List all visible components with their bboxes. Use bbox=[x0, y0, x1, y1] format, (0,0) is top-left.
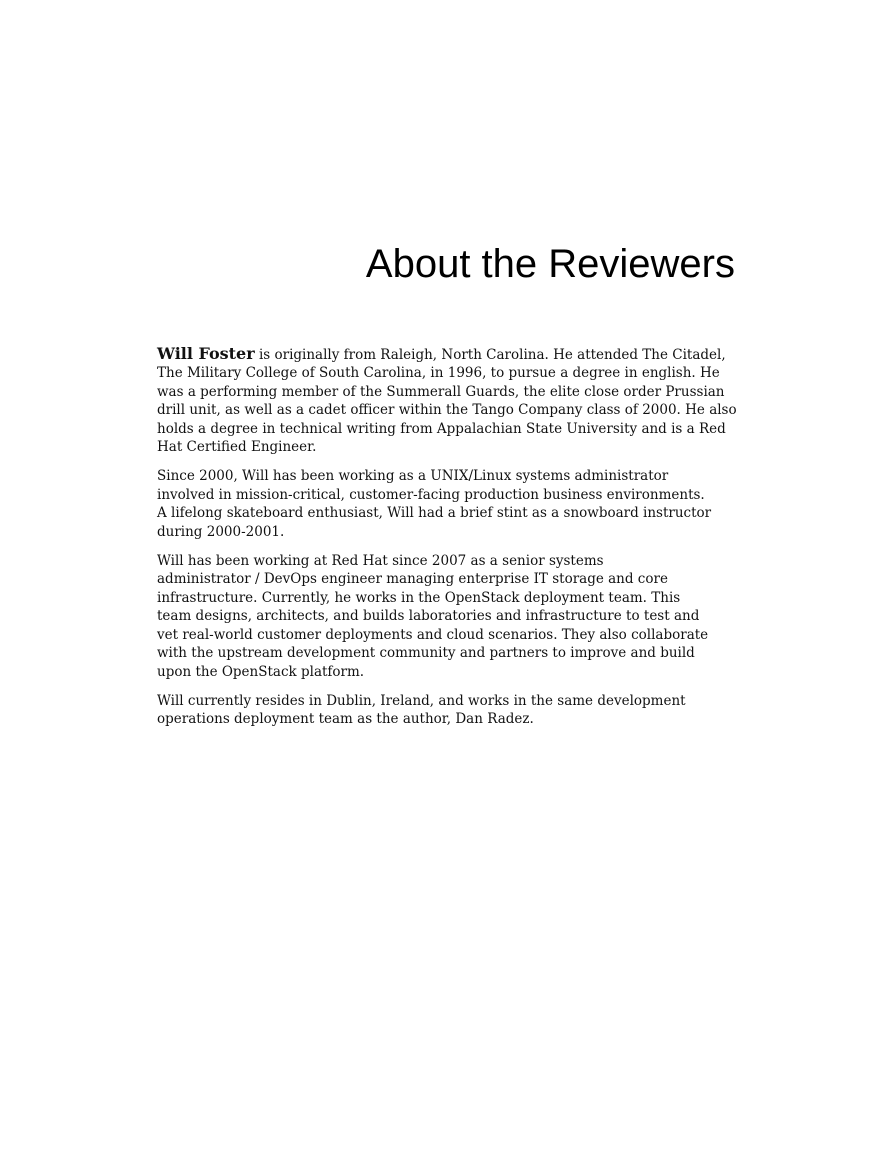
reviewer-name: Will Foster bbox=[157, 344, 255, 363]
bio-line: Will currently resides in Dublin, Ireland, and works in the same development bbox=[157, 692, 686, 709]
bio-line: upon the OpenStack platform. bbox=[157, 663, 365, 680]
bio-line: Will has been working at Red Hat since 2007 as a senior systems bbox=[157, 553, 604, 570]
page-title: About the Reviewers bbox=[365, 242, 735, 286]
bio-line: administrator / DevOps engineer managing enterprise IT storage and core bbox=[157, 571, 668, 588]
bio-line: The Military College of South Carolina, in 1996, to pursue a degree in english. He bbox=[157, 365, 720, 382]
bio-paragraph-1 bbox=[157, 345, 735, 456]
bio-line: was a performing member of the Summerall Guards, the elite close order Prussian bbox=[157, 383, 725, 400]
bio-line: team designs, architects, and builds laboratories and infrastructure to test and bbox=[157, 608, 700, 625]
bio-paragraph-3 bbox=[157, 552, 735, 681]
bio-line: operations deployment team as the author, Dan Radez. bbox=[157, 711, 534, 728]
bio-line: with the upstream development community and partners to improve and build bbox=[157, 645, 695, 662]
bio-line: during 2000-2001. bbox=[157, 523, 285, 540]
bio-line: A lifelong skateboard enthusiast, Will had a brief stint as a snowboard instructor bbox=[157, 505, 712, 522]
bio-line-text: is originally from Raleigh, North Carolina. He attended The Citadel, bbox=[254, 347, 726, 363]
bio-line: drill unit, as well as a cadet officer within the Tango Company class of 2000. He also bbox=[157, 402, 737, 419]
bio-paragraph-2 bbox=[157, 467, 735, 541]
bio-line: Since 2000, Will has been working as a UNIX/Linux systems administrator bbox=[157, 468, 669, 485]
bio-line: vet real-world customer deployments and cloud scenarios. They also collaborate bbox=[157, 626, 709, 643]
bio-line: Hat Certified Engineer. bbox=[157, 439, 317, 456]
bio-line: involved in mission-critical, customer-facing production business environments. bbox=[157, 486, 705, 503]
bio-paragraph-4 bbox=[157, 692, 735, 729]
bio-line: infrastructure. Currently, he works in the OpenStack deployment team. This bbox=[157, 589, 681, 606]
bio-line bbox=[157, 345, 735, 364]
reviewer-bio bbox=[157, 345, 735, 740]
bio-line: holds a degree in technical writing from Appalachian State University and is a Red bbox=[157, 420, 726, 437]
